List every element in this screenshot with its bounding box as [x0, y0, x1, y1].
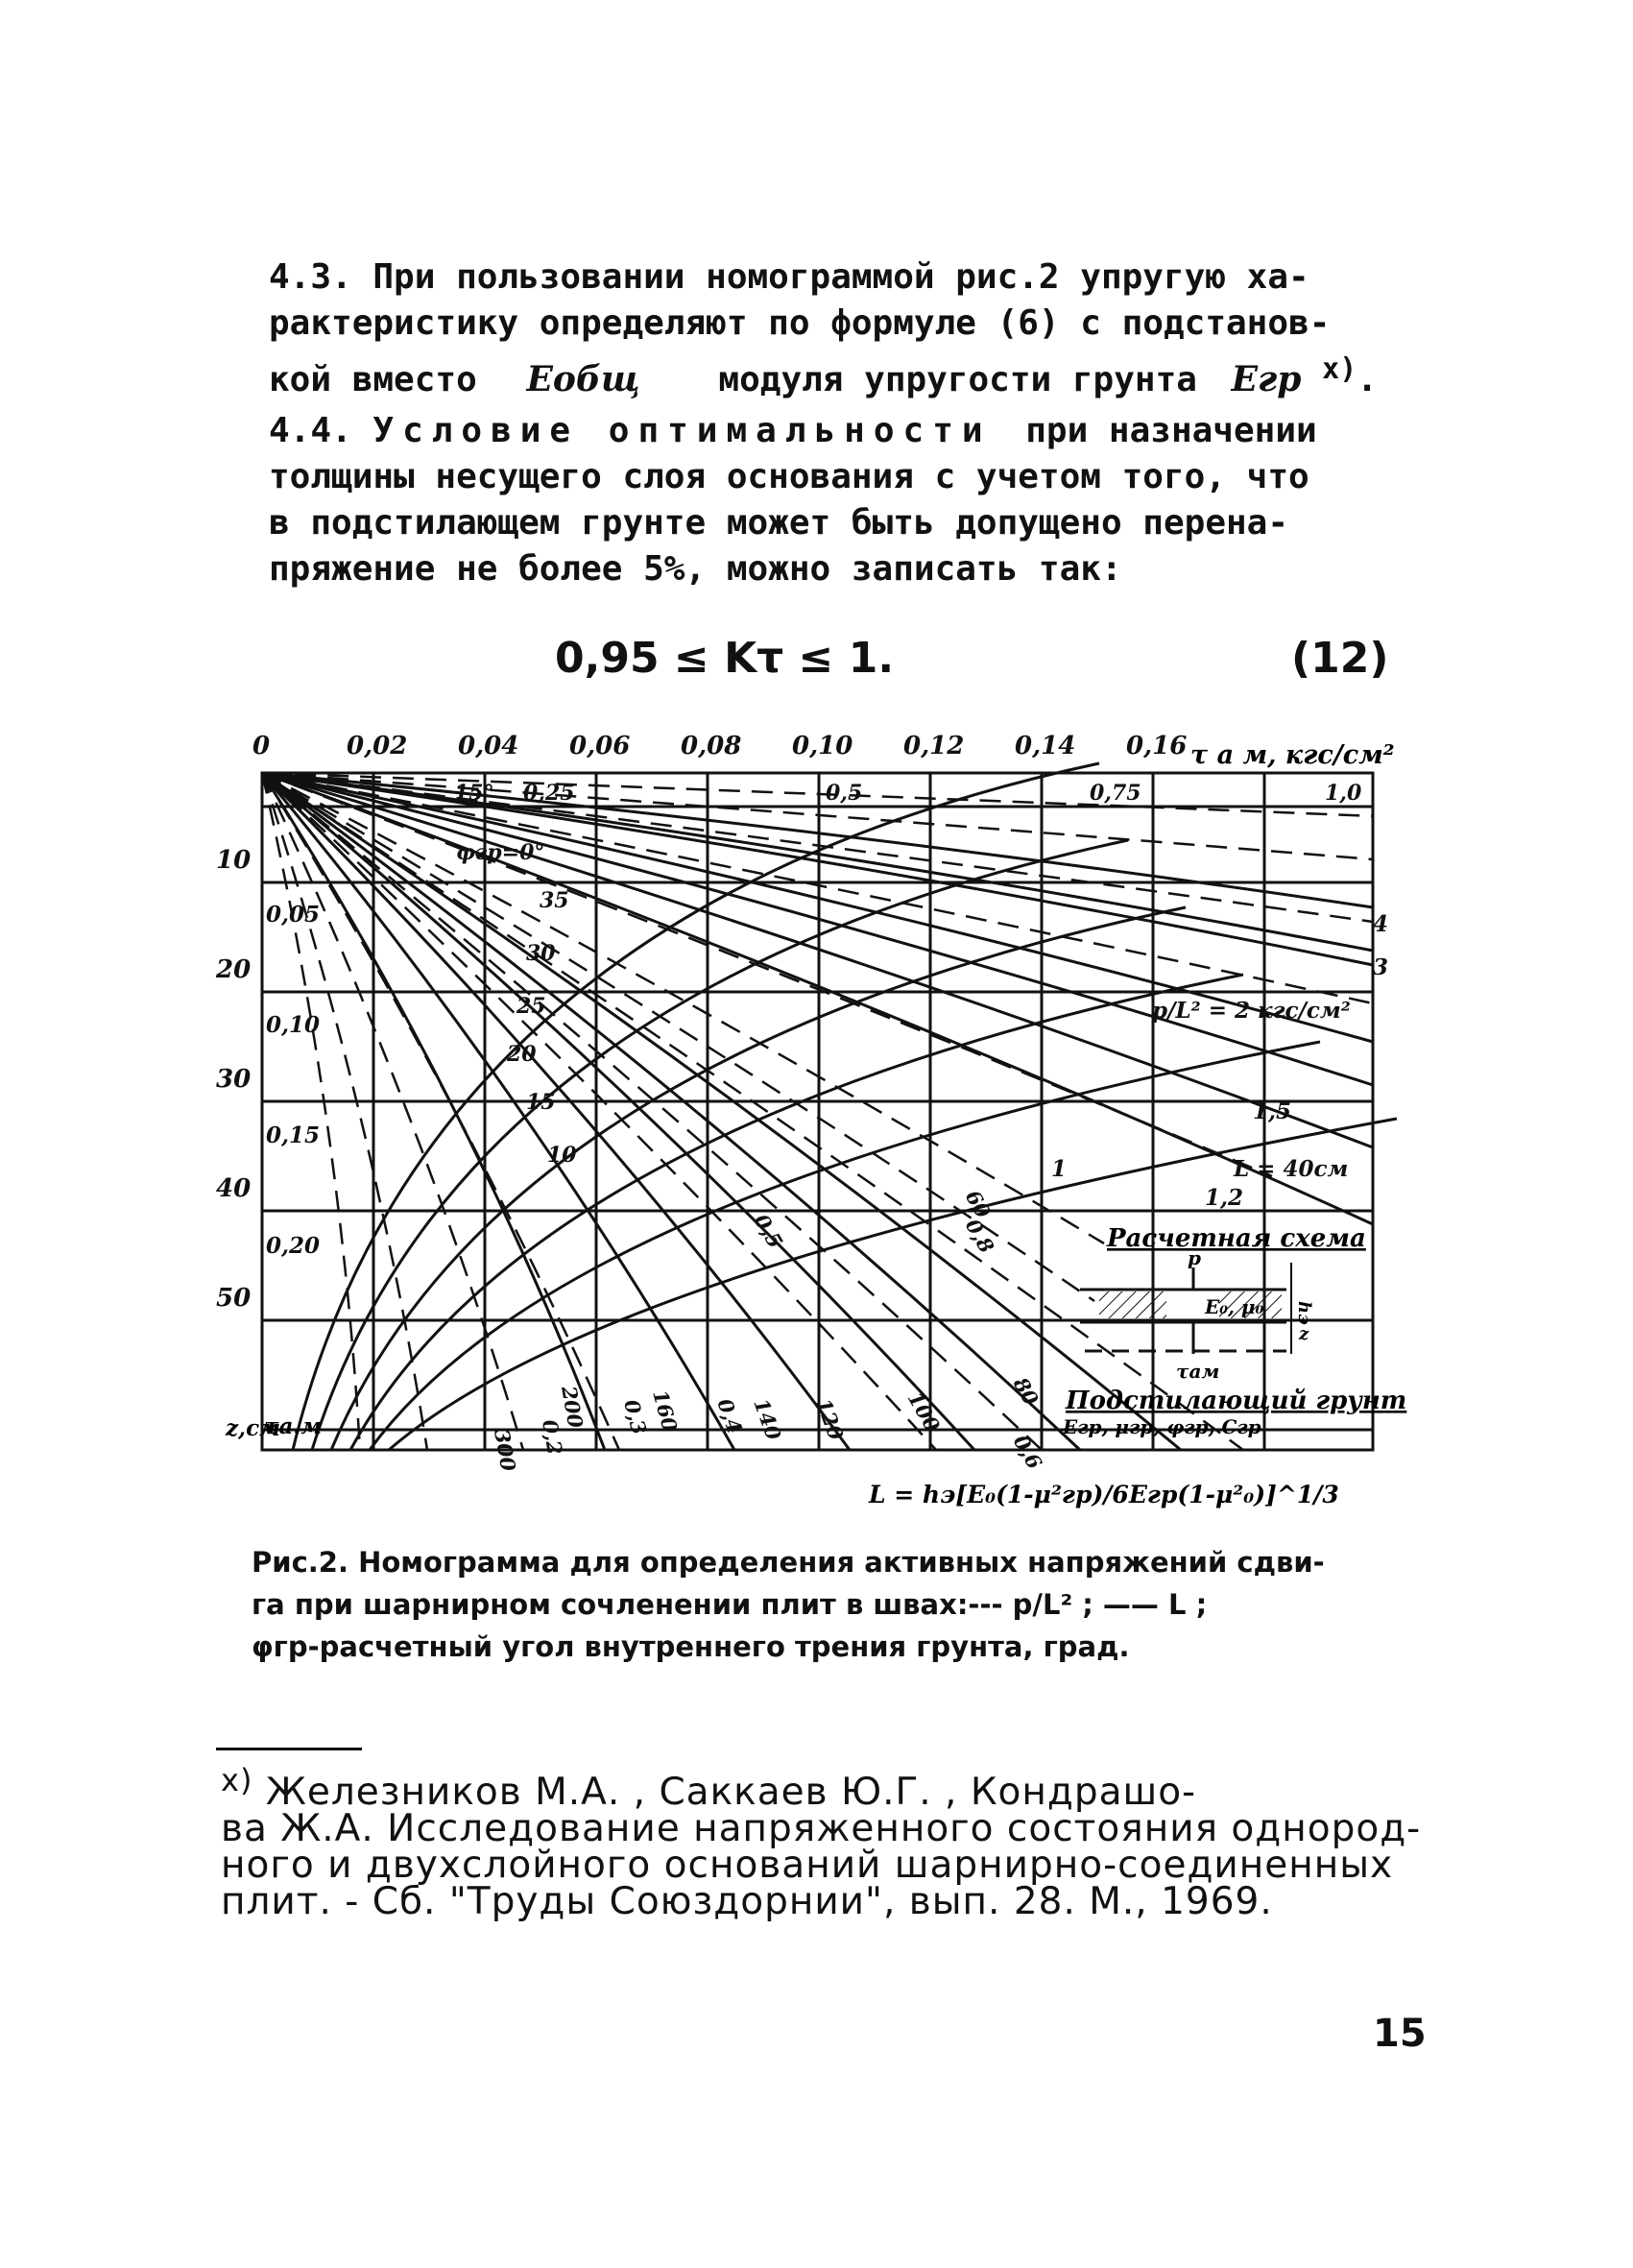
coef-label: 0,15 [266, 1122, 321, 1148]
spaced-heading: Условие оптимальности [372, 411, 992, 450]
text-line: 4.3. При пользовании номограммой рис.2 упругую ха- [269, 257, 1309, 297]
right-label: 1,5 [1253, 1098, 1292, 1124]
phi-label: φгр=0° [456, 840, 545, 865]
y-axis-label: z,см [226, 1415, 280, 1441]
lower-label: 0,4 [712, 1395, 748, 1437]
text-fragment: при назначении [1025, 411, 1317, 450]
x-tick-label: 0,02 [347, 732, 408, 760]
y-tick-label: 50 [216, 1284, 252, 1313]
y-tick-label: 30 [216, 1065, 252, 1094]
angle-label: 15 [526, 1090, 556, 1115]
nomogram [216, 725, 1416, 1536]
coef-label: 0,10 [266, 1012, 321, 1038]
footnote-line: плит. - Сб. "Труды Союздорнии", вып. 28. М., 1969. [221, 1880, 1273, 1923]
top-band-label: 0,75 [1090, 781, 1141, 806]
corner-label: τa.м [264, 1413, 323, 1439]
x-tick-label: 0 [252, 732, 271, 760]
x-axis-label: τ a м, кгс/см² [1190, 740, 1395, 770]
formula-number: (12) [1291, 634, 1389, 683]
symbol-e-gr: Eгр [1231, 359, 1302, 399]
caption-line: φгр-расчетный угол внутреннего трения грунта, град. [252, 1630, 1130, 1663]
lower-label: 120 [811, 1395, 849, 1443]
lower-label: 0,3 [619, 1396, 652, 1437]
curves [262, 763, 1397, 1450]
x-tick-label: 0,10 [792, 732, 853, 760]
lower-label: 0,5 [749, 1210, 788, 1253]
text-line [269, 408, 1416, 454]
top-band-label: 1,0 [1325, 781, 1362, 806]
paragraph-4-3 [269, 254, 1416, 403]
text-line: кой вместо Eобщ модуля упругости грунта Eгр $^{x)}$. [269, 352, 1378, 399]
x-tick-label: 0,04 [458, 732, 519, 760]
symbol-e-obsch: Eобщ [526, 359, 640, 399]
figure-caption [252, 1541, 1394, 1668]
footnote-rule [216, 1748, 362, 1750]
footnote-line: ного и двухслойного оснований шарнирно-соединенных [221, 1844, 1394, 1887]
lower-label: 0,8 [960, 1215, 999, 1258]
scheme-soil-params: Eгр, μгр, φгр, Cгр [1063, 1415, 1261, 1438]
scheme-title: Расчетная схема [1107, 1224, 1366, 1253]
lower-label: 0,6 [1008, 1431, 1047, 1474]
caption-line: га при шарнирном сочленении плит в швах:--- p/L² ; —— L ; [252, 1588, 1208, 1621]
y-tick-label: 10 [216, 846, 252, 875]
y-tick-label: 20 [216, 955, 252, 984]
lower-label: 80 [1008, 1373, 1044, 1410]
footnote-text: Железников М.А. , Саккаев Ю.Г. , Кондрашо- [265, 1771, 1197, 1814]
angle-label: 25 [516, 994, 546, 1019]
lower-label: 200 [557, 1384, 588, 1431]
x-tick-label: 0,16 [1126, 732, 1188, 760]
right-label: p/L² = 2 кгс/см² [1152, 998, 1351, 1024]
page-number: 15 [1373, 2012, 1427, 2056]
top-band-label: 15° [454, 781, 494, 806]
angle-label: 30 [526, 941, 556, 966]
angle-label: 10 [547, 1143, 577, 1168]
angle-label: 35 [540, 888, 569, 913]
lower-label: 100 [902, 1387, 946, 1436]
text-line: рактеристику определяют по формуле (6) с подстанов- [269, 303, 1331, 343]
lower-label: 300 [490, 1427, 521, 1474]
section-number: 4.4. [269, 411, 352, 450]
x-tick-label: 0,06 [569, 732, 631, 760]
coef-label: 0,20 [266, 1233, 321, 1259]
coef-label: 0,05 [266, 902, 321, 928]
angle-label: 20 [507, 1042, 537, 1067]
paragraph-4-4 [269, 408, 1416, 592]
top-band-label: 0,5 [826, 781, 863, 806]
caption-line: Рис.2. Номограмма для определения активных напряжений сдви- [252, 1546, 1325, 1579]
scheme-tau: τaм [1176, 1360, 1220, 1383]
text-line: толщины несущего слоя основания с учетом того, что [269, 457, 1309, 496]
lower-label: 60 [960, 1186, 996, 1222]
scheme-soil: Подстилающий грунт [1066, 1387, 1407, 1415]
text-line: в подстилающем грунте может быть допущено перена- [269, 503, 1289, 543]
grid [262, 773, 1373, 1450]
y-tick-label: 40 [216, 1174, 252, 1203]
text-fragment: кой вместо [269, 360, 477, 399]
lower-label: 160 [648, 1387, 683, 1435]
x-tick-label: 0,08 [681, 732, 742, 760]
footnote-line: ва Ж.А. Исследование напряженного состояния однород- [221, 1807, 1422, 1850]
right-label: L = 40см [1234, 1156, 1349, 1182]
scheme-p: p [1188, 1246, 1201, 1269]
footnote [221, 1762, 1459, 1923]
formula-L: L = hэ[E₀(1-μ²гр)/6Eгр(1-μ²₀)]^1/3 [869, 1481, 1339, 1508]
right-label: 4 [1373, 911, 1389, 937]
x-tick-label: 0,14 [1015, 732, 1076, 760]
right-label: 1,2 [1205, 1185, 1244, 1211]
solid-curve [262, 773, 734, 1450]
calculation-scheme [1062, 1224, 1406, 1438]
text-line: пряжение не более 5%, можно записать так: [269, 549, 1122, 589]
right-label: 1 [1051, 1156, 1068, 1182]
angle-curve [312, 840, 1128, 1450]
dashed-curve [262, 773, 1104, 1243]
text-fragment: модуля упругости грунта [718, 360, 1197, 399]
footnote-ref: x) [1322, 352, 1357, 386]
right-label: 3 [1373, 954, 1389, 980]
lower-label: 140 [749, 1395, 786, 1443]
formula-12: 0,95 ≤ Kτ ≤ 1. [555, 634, 895, 683]
scheme-z: z [1299, 1324, 1309, 1344]
scheme-h: hэ [1294, 1301, 1314, 1325]
top-band-label: 0,25 [523, 781, 575, 806]
lower-label: 0,2 [538, 1417, 568, 1457]
footnote-mark: x) [221, 1762, 253, 1798]
x-tick-label: 0,12 [903, 732, 965, 760]
footnote-line [221, 1762, 1459, 1814]
scheme-e0: E₀, μ₀ [1205, 1295, 1264, 1318]
